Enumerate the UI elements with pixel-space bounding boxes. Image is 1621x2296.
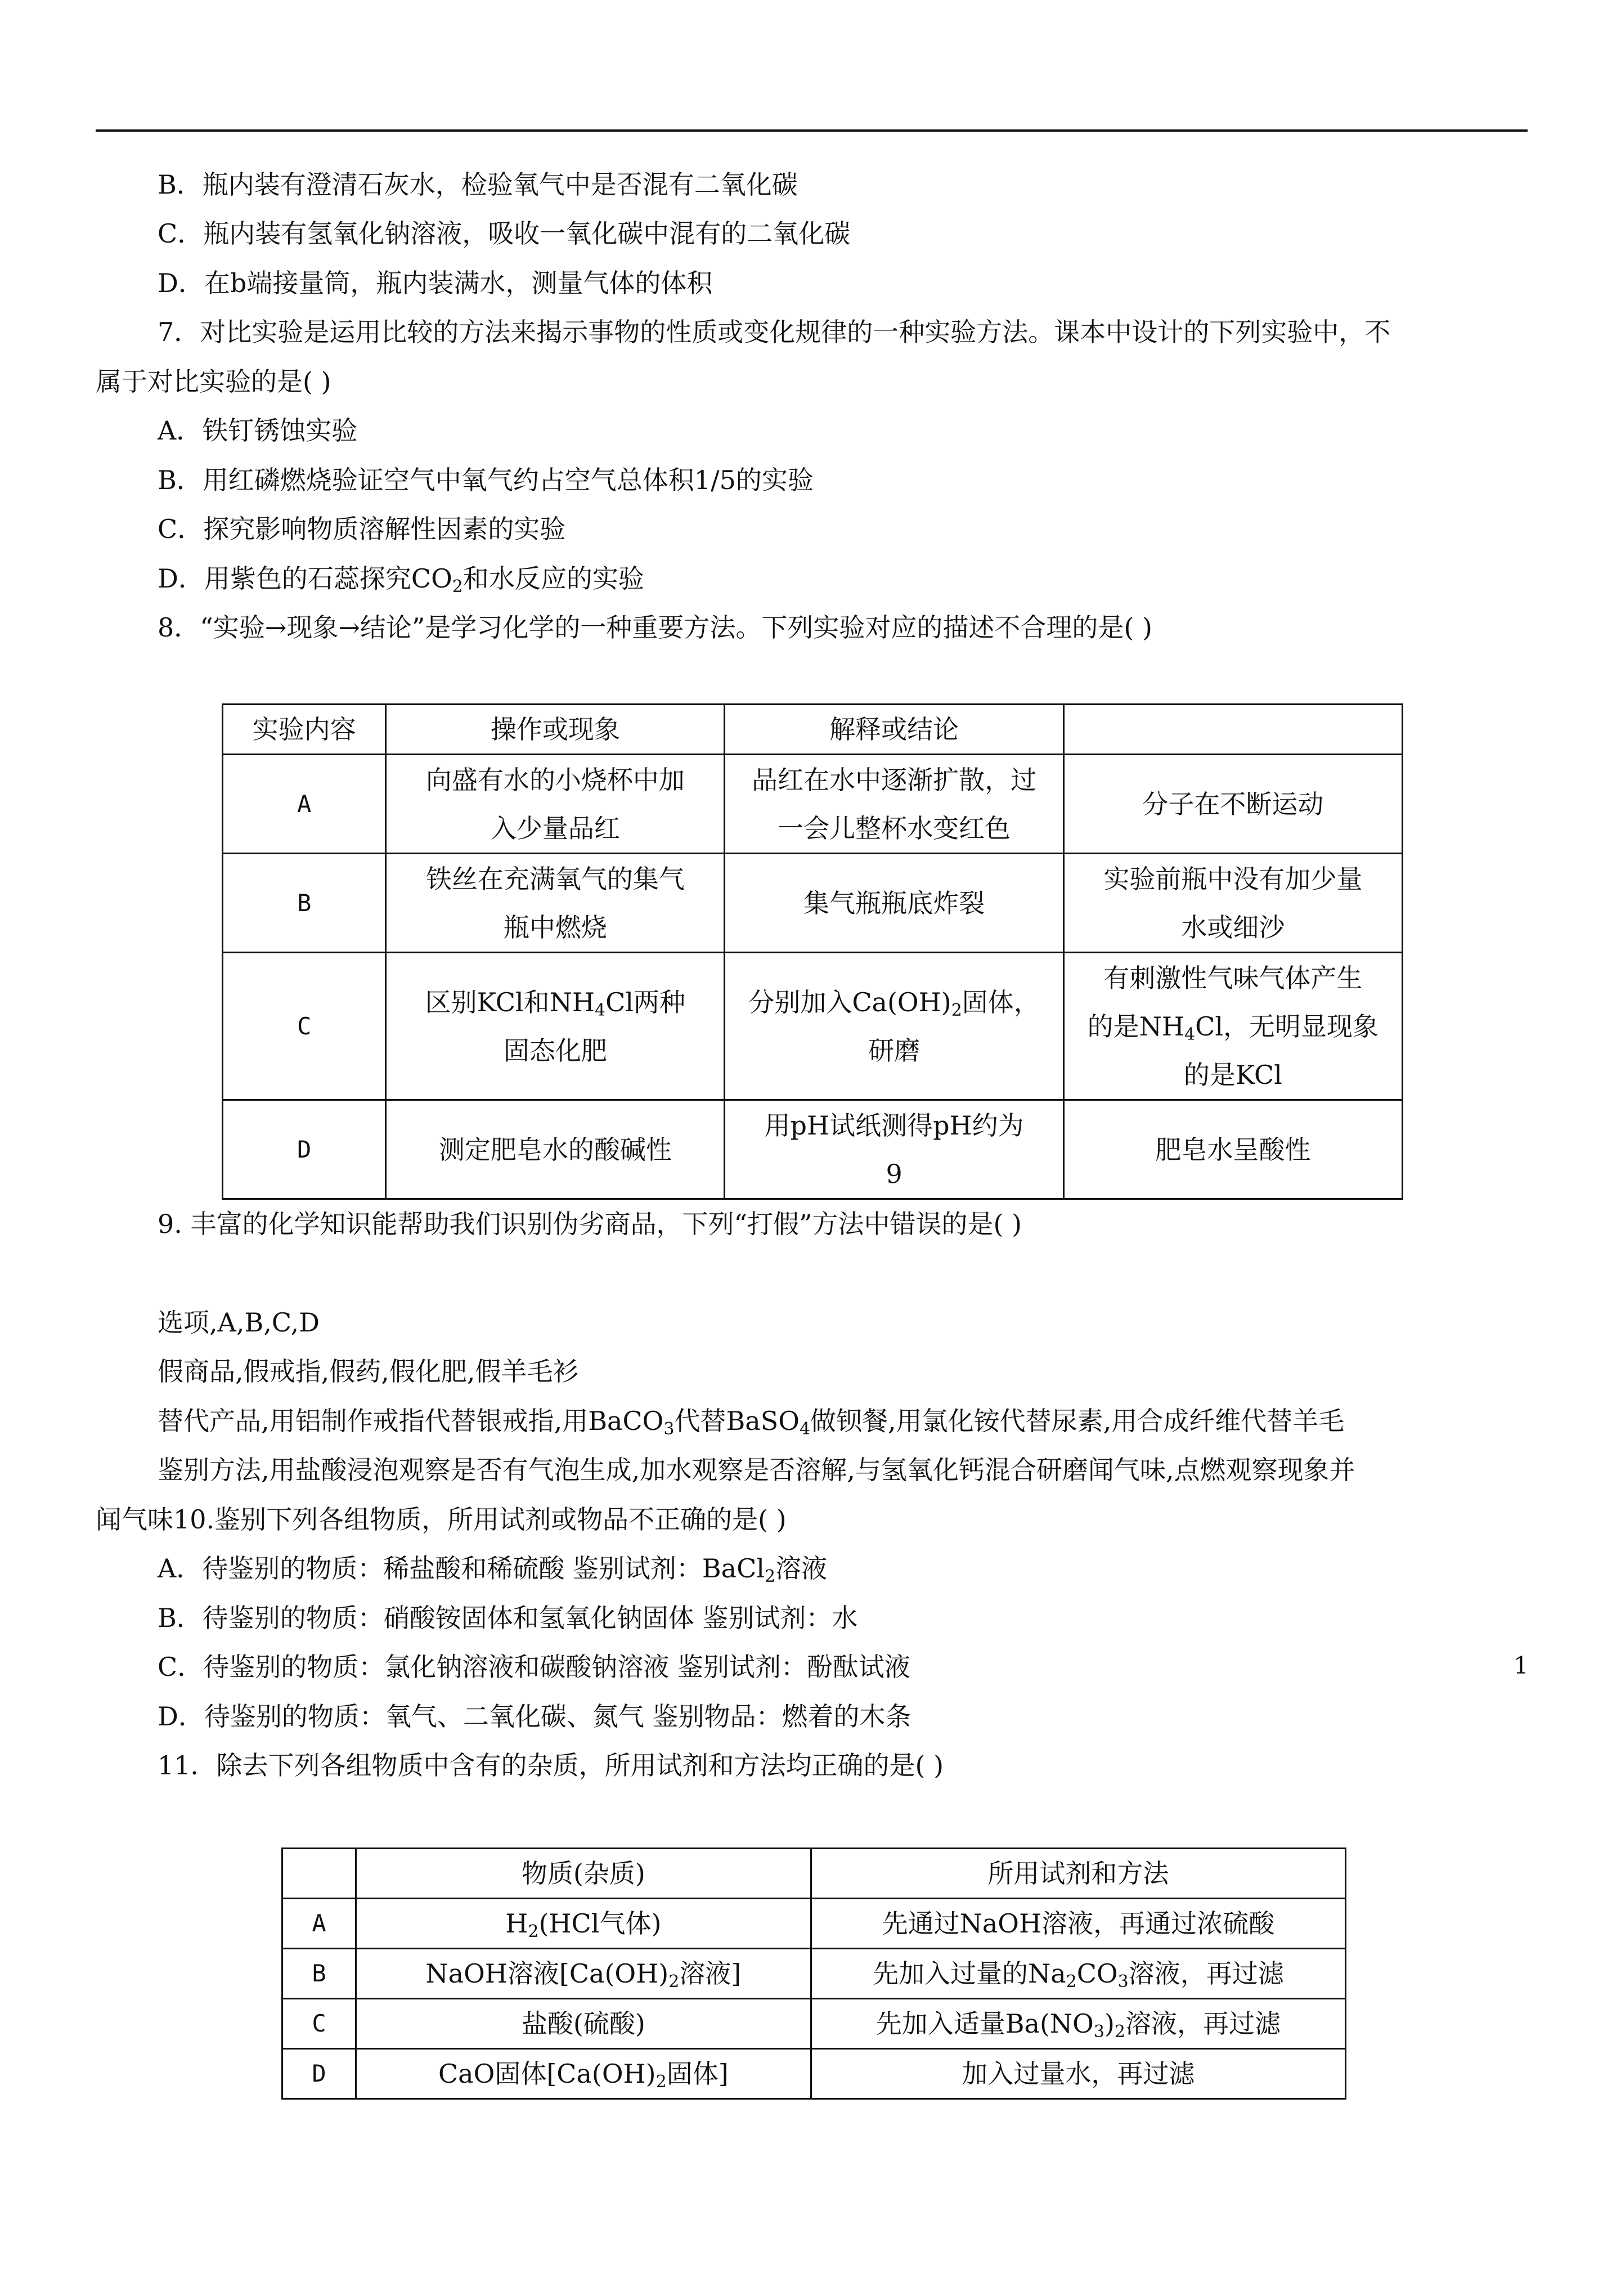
header-rule <box>96 129 1528 132</box>
q6-option-c: C．瓶内装有氢氧化钠溶液，吸收一氧化碳中混有的二氧化碳 <box>158 218 851 249</box>
q9-line-cont: 闻气味10.鉴别下列各组物质，所用试剂或物品不正确的是( ) <box>96 1504 787 1535</box>
table-cell: 先通过NaOH溶液，再通过浓硫酸 <box>811 1899 1345 1949</box>
table-cell: 盐酸(硫酸) <box>356 1999 811 2049</box>
q7-option-c: C．探究影响物质溶解性因素的实验 <box>158 514 566 544</box>
table-row <box>282 2049 1346 2099</box>
q9-stem: 9. 丰富的化学知识能帮助我们识别伪劣商品，下列“打假”方法中错误的是( ) <box>158 1209 1022 1239</box>
table-row <box>223 1100 1403 1199</box>
table-header-cell: 解释或结论 <box>725 705 1063 755</box>
table-cell: 先加入过量的$Na_2CO_3$溶液，再过滤 <box>811 1949 1345 1999</box>
q7-option-b: B．用红磷燃烧验证空气中氧气约占空气总体积1/5的实验 <box>158 465 814 495</box>
page-number: 1 <box>1514 1652 1529 1679</box>
table-row <box>223 953 1403 1100</box>
table-cell: 分别加入$Ca(OH)_2$固体， 研磨 <box>725 953 1063 1100</box>
table-cell: 分子在不断运动 <box>1063 755 1402 854</box>
row-label: D <box>223 1100 386 1199</box>
row-label: D <box>282 2049 356 2099</box>
table-row <box>223 854 1403 953</box>
table-cell: 先加入适量$Ba(NO_3)_2$溶液，再过滤 <box>811 1999 1345 2049</box>
table-cell: 肥皂水呈酸性 <box>1063 1100 1402 1199</box>
table-header-cell: 物质(杂质) <box>356 1849 811 1899</box>
table-cell: 实验前瓶中没有加少量 水或细沙 <box>1063 854 1402 953</box>
q7-option-d: D．用紫色的石蕊探究$CO_2$和水反应的实验 <box>158 563 644 597</box>
row-label: A <box>282 1899 356 1949</box>
table-header-cell: 实验内容 <box>223 705 386 755</box>
row-label: B <box>282 1949 356 1999</box>
table-cell: NaOH溶液[$Ca(OH)_2$溶液] <box>356 1949 811 1999</box>
table-cell: 集气瓶瓶底炸裂 <box>725 854 1063 953</box>
q6-option-b: B．瓶内装有澄清石灰水，检验氧气中是否混有二氧化碳 <box>158 169 798 200</box>
row-label: B <box>223 854 386 953</box>
q10-option-b: B．待鉴别的物质：硝酸铵固体和氢氧化钠固体 鉴别试剂：水 <box>158 1603 858 1633</box>
table-cell: 品红在水中逐渐扩散，过 一会儿整杯水变红色 <box>725 755 1063 854</box>
row-label: C <box>223 953 386 1100</box>
table-cell: 加入过量水，再过滤 <box>811 2049 1345 2099</box>
q9-line-substitute: 替代产品,用铝制作戒指代替银戒指,用BaCO$_3$代替BaSO$_4$做钡餐,用氯化铵代替尿素,用合成纤维代替羊毛 <box>158 1406 1345 1439</box>
table-header-cell: 操作或现象 <box>386 705 725 755</box>
q9-line-options: 选项,A,B,C,D <box>158 1307 320 1338</box>
q11-table <box>281 1847 1346 2100</box>
row-label: C <box>282 1999 356 2049</box>
table-cell: 有刺激性气味气体产生 的是$NH_4Cl$，无明显现象 的是KCl <box>1063 953 1402 1100</box>
q7-option-a: A．铁钉锈蚀实验 <box>158 415 358 446</box>
q8-stem: 8．“实验→现象→结论”是学习化学的一种重要方法。下列实验对应的描述不合理的是( ) <box>158 612 1152 643</box>
table-cell: 用pH试纸测得pH约为 9 <box>725 1100 1063 1199</box>
q7-stem-line2: 属于对比实验的是( ) <box>96 366 331 397</box>
table-header-row <box>223 705 1403 755</box>
table-cell: $H_2(HCl$气体) <box>356 1899 811 1949</box>
row-label: A <box>223 755 386 854</box>
table-cell: CaO固体[$Ca(OH)_2$固体] <box>356 2049 811 2099</box>
table-row <box>282 1999 1346 2049</box>
q7-stem-line1: 7．对比实验是运用比较的方法来揭示事物的性质或变化规律的一种实验方法。课本中设计的下列实验中，不 <box>158 317 1391 347</box>
table-cell: 区别KCl和$NH_4Cl$两种 固态化肥 <box>386 953 725 1100</box>
table-header-row <box>282 1849 1346 1899</box>
table-cell: 铁丝在充满氧气的集气 瓶中燃烧 <box>386 854 725 953</box>
q9-line-goods: 假商品,假戒指,假药,假化肥,假羊毛衫 <box>158 1356 579 1387</box>
q11-stem: 11．除去下列各组物质中含有的杂质，所用试剂和方法均正确的是( ) <box>158 1750 944 1781</box>
q10-option-d: D．待鉴别的物质：氧气、二氧化碳、氮气 鉴别物品：燃着的木条 <box>158 1701 911 1732</box>
table-header-cell <box>282 1849 356 1899</box>
q6-option-d: D．在b端接量筒，瓶内装满水，测量气体的体积 <box>158 268 713 298</box>
table-row <box>282 1949 1346 1999</box>
table-row <box>223 755 1403 854</box>
table-header-cell: 所用试剂和方法 <box>811 1849 1345 1899</box>
table-header-cell <box>1063 705 1402 755</box>
table-cell: 向盛有水的小烧杯中加 入少量品红 <box>386 755 725 854</box>
table-row <box>282 1899 1346 1949</box>
q10-option-a: A．待鉴别的物质：稀盐酸和稀硫酸 鉴别试剂：BaCl$_2$溶液 <box>158 1553 828 1586</box>
q8-table <box>222 703 1403 1200</box>
q10-option-c: C．待鉴别的物质：氯化钠溶液和碳酸钠溶液 鉴别试剂：酚酞试液 <box>158 1652 910 1682</box>
q9-line-method: 鉴别方法,用盐酸浸泡观察是否有气泡生成,加水观察是否溶解,与氢氧化钙混合研磨闻气味,点燃观察现象并 <box>158 1455 1355 1485</box>
table-cell: 测定肥皂水的酸碱性 <box>386 1100 725 1199</box>
